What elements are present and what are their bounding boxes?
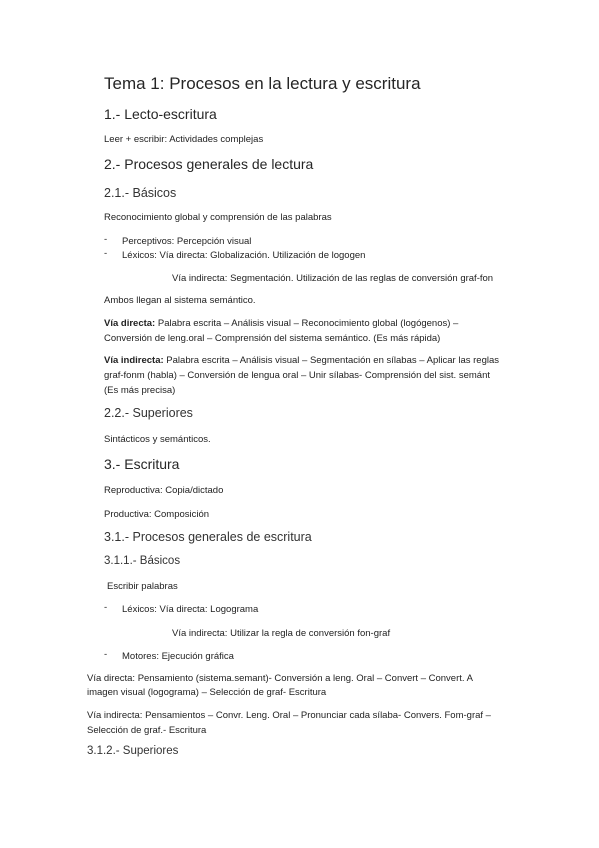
via-directa-text: Palabra escrita – Análisis visual – Reconocimiento global (logógenos) – (155, 318, 459, 329)
paragraph-via-indirecta-l2: graf-fonm (habla) – Conversión de lengua oral – Unir sílabas- Comprensión del sist. semánt (104, 370, 490, 381)
list-item-motores: Motores: Ejecución gráfica (122, 651, 234, 662)
list-item-lexicos-escritura-indirecta: Vía indirecta: Utilizar la regla de conversión fon-graf (172, 628, 391, 639)
heading-superiores-escritura: 3.1.2.- Superiores (87, 745, 179, 757)
paragraph-ambos: Ambos llegan al sistema semántico. (104, 295, 256, 306)
list-item-perceptivos: Perceptivos: Percepción visual (122, 236, 252, 247)
paragraph-escritura-directa-l2: imagen visual (logograma) – Selección de graf- Escritura (87, 687, 327, 698)
heading-basicos-escritura: 3.1.1.- Básicos (104, 555, 181, 567)
heading-basicos-lectura: 2.1.- Básicos (104, 186, 177, 200)
via-indirecta-label: Vía indirecta: (104, 355, 164, 366)
heading-procesos-lectura: 2.- Procesos generales de lectura (104, 156, 314, 172)
paragraph-productiva: Productiva: Composición (104, 509, 210, 520)
heading-procesos-escritura: 3.1.- Procesos generales de escritura (104, 530, 312, 544)
heading-superiores-lectura: 2.2.- Superiores (104, 406, 193, 420)
paragraph-reproductiva: Reproductiva: Copia/dictado (104, 485, 224, 496)
list-item-lexicos-escritura: Léxicos: Vía directa: Logograma (122, 604, 259, 615)
paragraph-escritura-directa-l1: Vía directa: Pensamiento (sistema.semant)- Conversión a leng. Oral – Convert – Convert. A (87, 673, 473, 684)
list-item-lexicos-indirecta: Vía indirecta: Segmentación. Utilización de las reglas de conversión graf-fon (172, 273, 494, 284)
paragraph-via-directa-l1 (104, 316, 458, 332)
heading-lecto-escritura: 1.- Lecto-escritura (104, 106, 217, 122)
paragraph-leer-escribir: Leer + escribir: Actividades complejas (104, 134, 264, 145)
bullet-dash: - (104, 234, 108, 245)
page-title: Tema 1: Procesos en la lectura y escritura (104, 74, 421, 93)
bullet-dash: - (104, 649, 108, 660)
paragraph-via-indirecta-l3: (Es más precisa) (104, 385, 176, 396)
paragraph-sintacticos: Sintácticos y semánticos. (104, 434, 211, 445)
paragraph-via-directa-l2: Conversión de leng.oral – Comprensión del sistema semántico. (Es más rápida) (104, 333, 441, 344)
paragraph-via-indirecta-l1 (104, 353, 499, 369)
bullet-dash: - (104, 248, 108, 259)
paragraph-escribir-palabras: Escribir palabras (107, 581, 178, 592)
via-directa-label: Vía directa: (104, 318, 156, 329)
paragraph-escritura-indirecta-l1: Vía indirecta: Pensamientos – Convr. Leng. Oral – Pronunciar cada sílaba- Convers. Fom-graf – (87, 710, 491, 721)
heading-escritura: 3.- Escritura (104, 456, 180, 472)
via-indirecta-text: Palabra escrita – Análisis visual – Segmentación en sílabas – Aplicar las reglas (163, 355, 499, 366)
paragraph-reconocimiento: Reconocimiento global y comprensión de las palabras (104, 212, 332, 223)
list-item-lexicos: Léxicos: Vía directa: Globalización. Utilización de logogen (122, 250, 366, 261)
paragraph-escritura-indirecta-l2: Selección de graf.- Escritura (87, 725, 207, 736)
bullet-dash: - (104, 602, 108, 613)
